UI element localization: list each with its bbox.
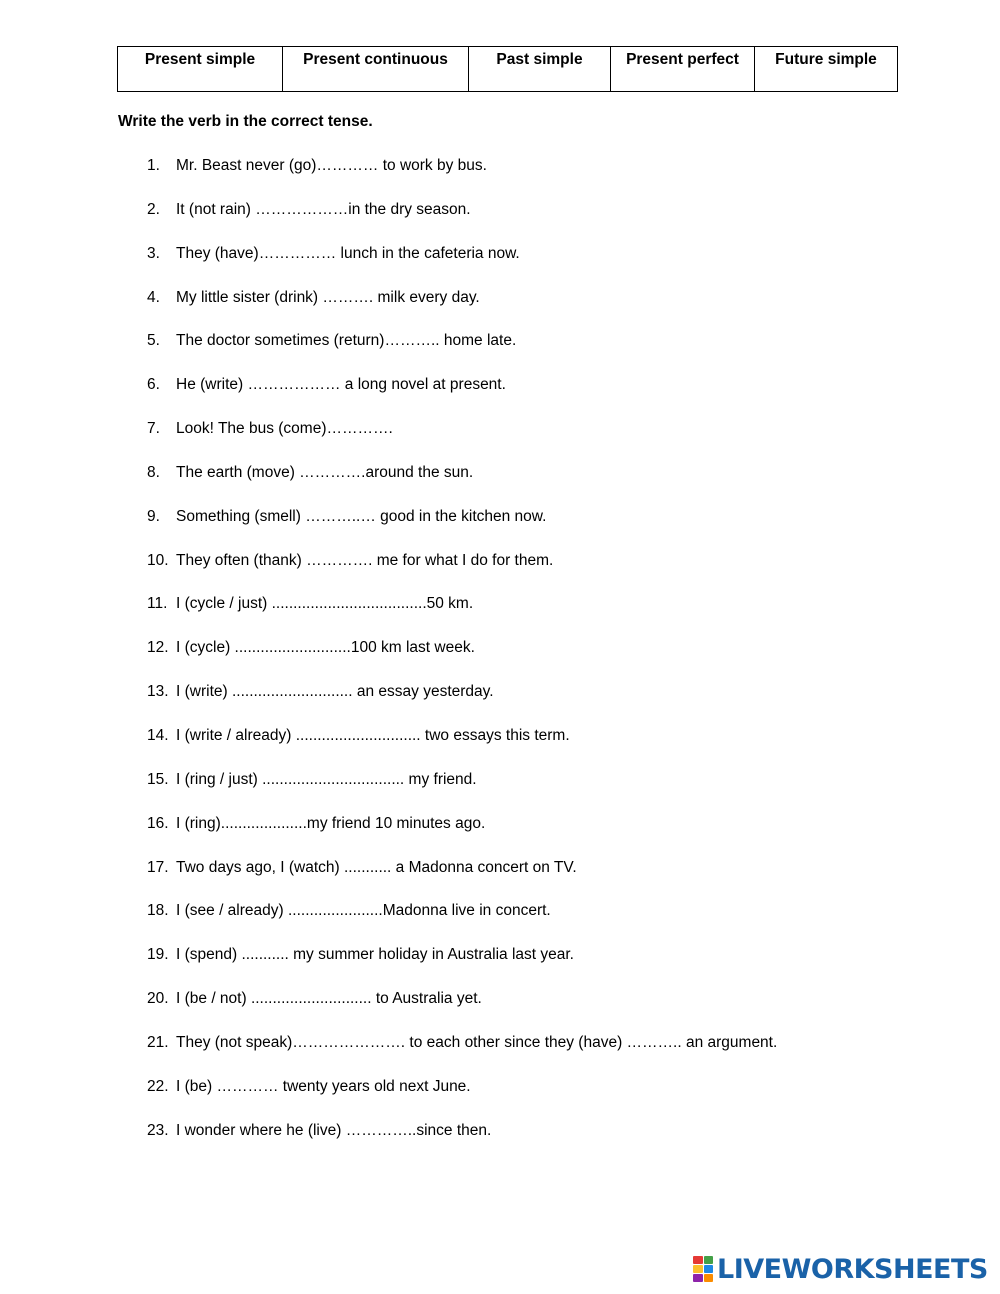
exercise-number: 14.	[147, 726, 169, 744]
exercise-number: 23.	[147, 1121, 169, 1139]
exercise-number: 19.	[147, 946, 169, 964]
exercise-text: I (spend) ........... my summer holiday in Australia last year.	[176, 946, 574, 964]
exercise-number: 5.	[147, 332, 160, 350]
exercise-number: 1.	[147, 157, 160, 174]
exercise-text: The doctor sometimes (return)……….. home late.	[176, 332, 517, 350]
exercise-text: I wonder where he (live) …………..since then.	[176, 1121, 492, 1139]
exercise-number: 3.	[147, 244, 160, 262]
exercise-number: 20.	[147, 990, 169, 1008]
exercise-number: 2.	[147, 200, 160, 218]
exercise-number: 21.	[147, 1033, 169, 1051]
tense-cell: Future simple	[755, 47, 898, 92]
exercise-number: 17.	[147, 858, 169, 876]
exercise-number: 6.	[147, 376, 160, 394]
tense-cell: Present simple	[118, 47, 283, 92]
tense-table	[117, 46, 898, 92]
exercise-text: I (write) ............................ an essay yesterday.	[176, 683, 494, 701]
logo-icon	[693, 1256, 713, 1282]
exercise-text: I (see / already) ......................Madonna live in concert.	[176, 902, 551, 920]
exercise-number: 18.	[147, 902, 169, 920]
exercise-text: I (be) ………… twenty years old next June.	[176, 1077, 471, 1095]
exercise-text: I (write / already) ............................. two essays this term.	[176, 726, 570, 744]
exercise-text: They (have)…………… lunch in the cafeteria now.	[176, 244, 520, 262]
exercise-text: I (ring)....................my friend 10 minutes ago.	[176, 814, 486, 832]
exercise-text: The earth (move) ………….around the sun.	[176, 463, 474, 481]
exercise-number: 4.	[147, 288, 160, 306]
exercise-text: He (write) ……………… a long novel at present.	[176, 376, 506, 394]
exercise-number: 9.	[147, 507, 160, 525]
exercise-text: They (not speak)…………………. to each other since they (have) ……….. an argument.	[176, 1033, 778, 1051]
tense-cell: Past simple	[469, 47, 611, 92]
exercise-text: I (cycle / just) ....................................50 km.	[176, 595, 474, 613]
exercise-text: I (ring / just) ................................. my friend.	[176, 770, 477, 788]
exercise-text: I (cycle) ...........................100 km last week.	[176, 639, 475, 657]
exercise-text: Something (smell) ………..… good in the kitchen now.	[176, 507, 547, 525]
exercise-text: They often (thank) …………. me for what I do for them.	[176, 551, 554, 569]
logo-text: LIVEWORKSHEETS	[717, 1253, 988, 1285]
exercise-text: My little sister (drink) ………. milk every day.	[176, 288, 480, 306]
exercise-number: 8.	[147, 463, 160, 481]
liveworksheets-logo	[693, 1252, 988, 1286]
exercise-number: 7.	[147, 420, 160, 438]
tense-cell: Present perfect	[611, 47, 755, 92]
exercise-number: 11.	[147, 595, 168, 613]
exercise-text: I (be / not) ............................ to Australia yet.	[176, 990, 482, 1008]
exercise-number: 12.	[147, 639, 169, 657]
tense-row	[118, 47, 898, 92]
exercise-text: Mr. Beast never (go)………… to work by bus.	[176, 157, 487, 174]
exercise-number: 13.	[147, 683, 169, 701]
exercise-number: 15.	[147, 770, 169, 788]
exercise-number: 10.	[147, 551, 169, 569]
tense-cell: Present continuous	[283, 47, 469, 92]
instruction-heading: Write the verb in the correct tense.	[118, 113, 373, 130]
exercise-text: Look! The bus (come)………….	[176, 420, 393, 438]
exercise-text: Two days ago, I (watch) ........... a Madonna concert on TV.	[176, 858, 577, 876]
exercise-text: It (not rain) ………………in the dry season.	[176, 200, 471, 218]
exercise-number: 16.	[147, 814, 169, 832]
exercise-number: 22.	[147, 1077, 169, 1095]
